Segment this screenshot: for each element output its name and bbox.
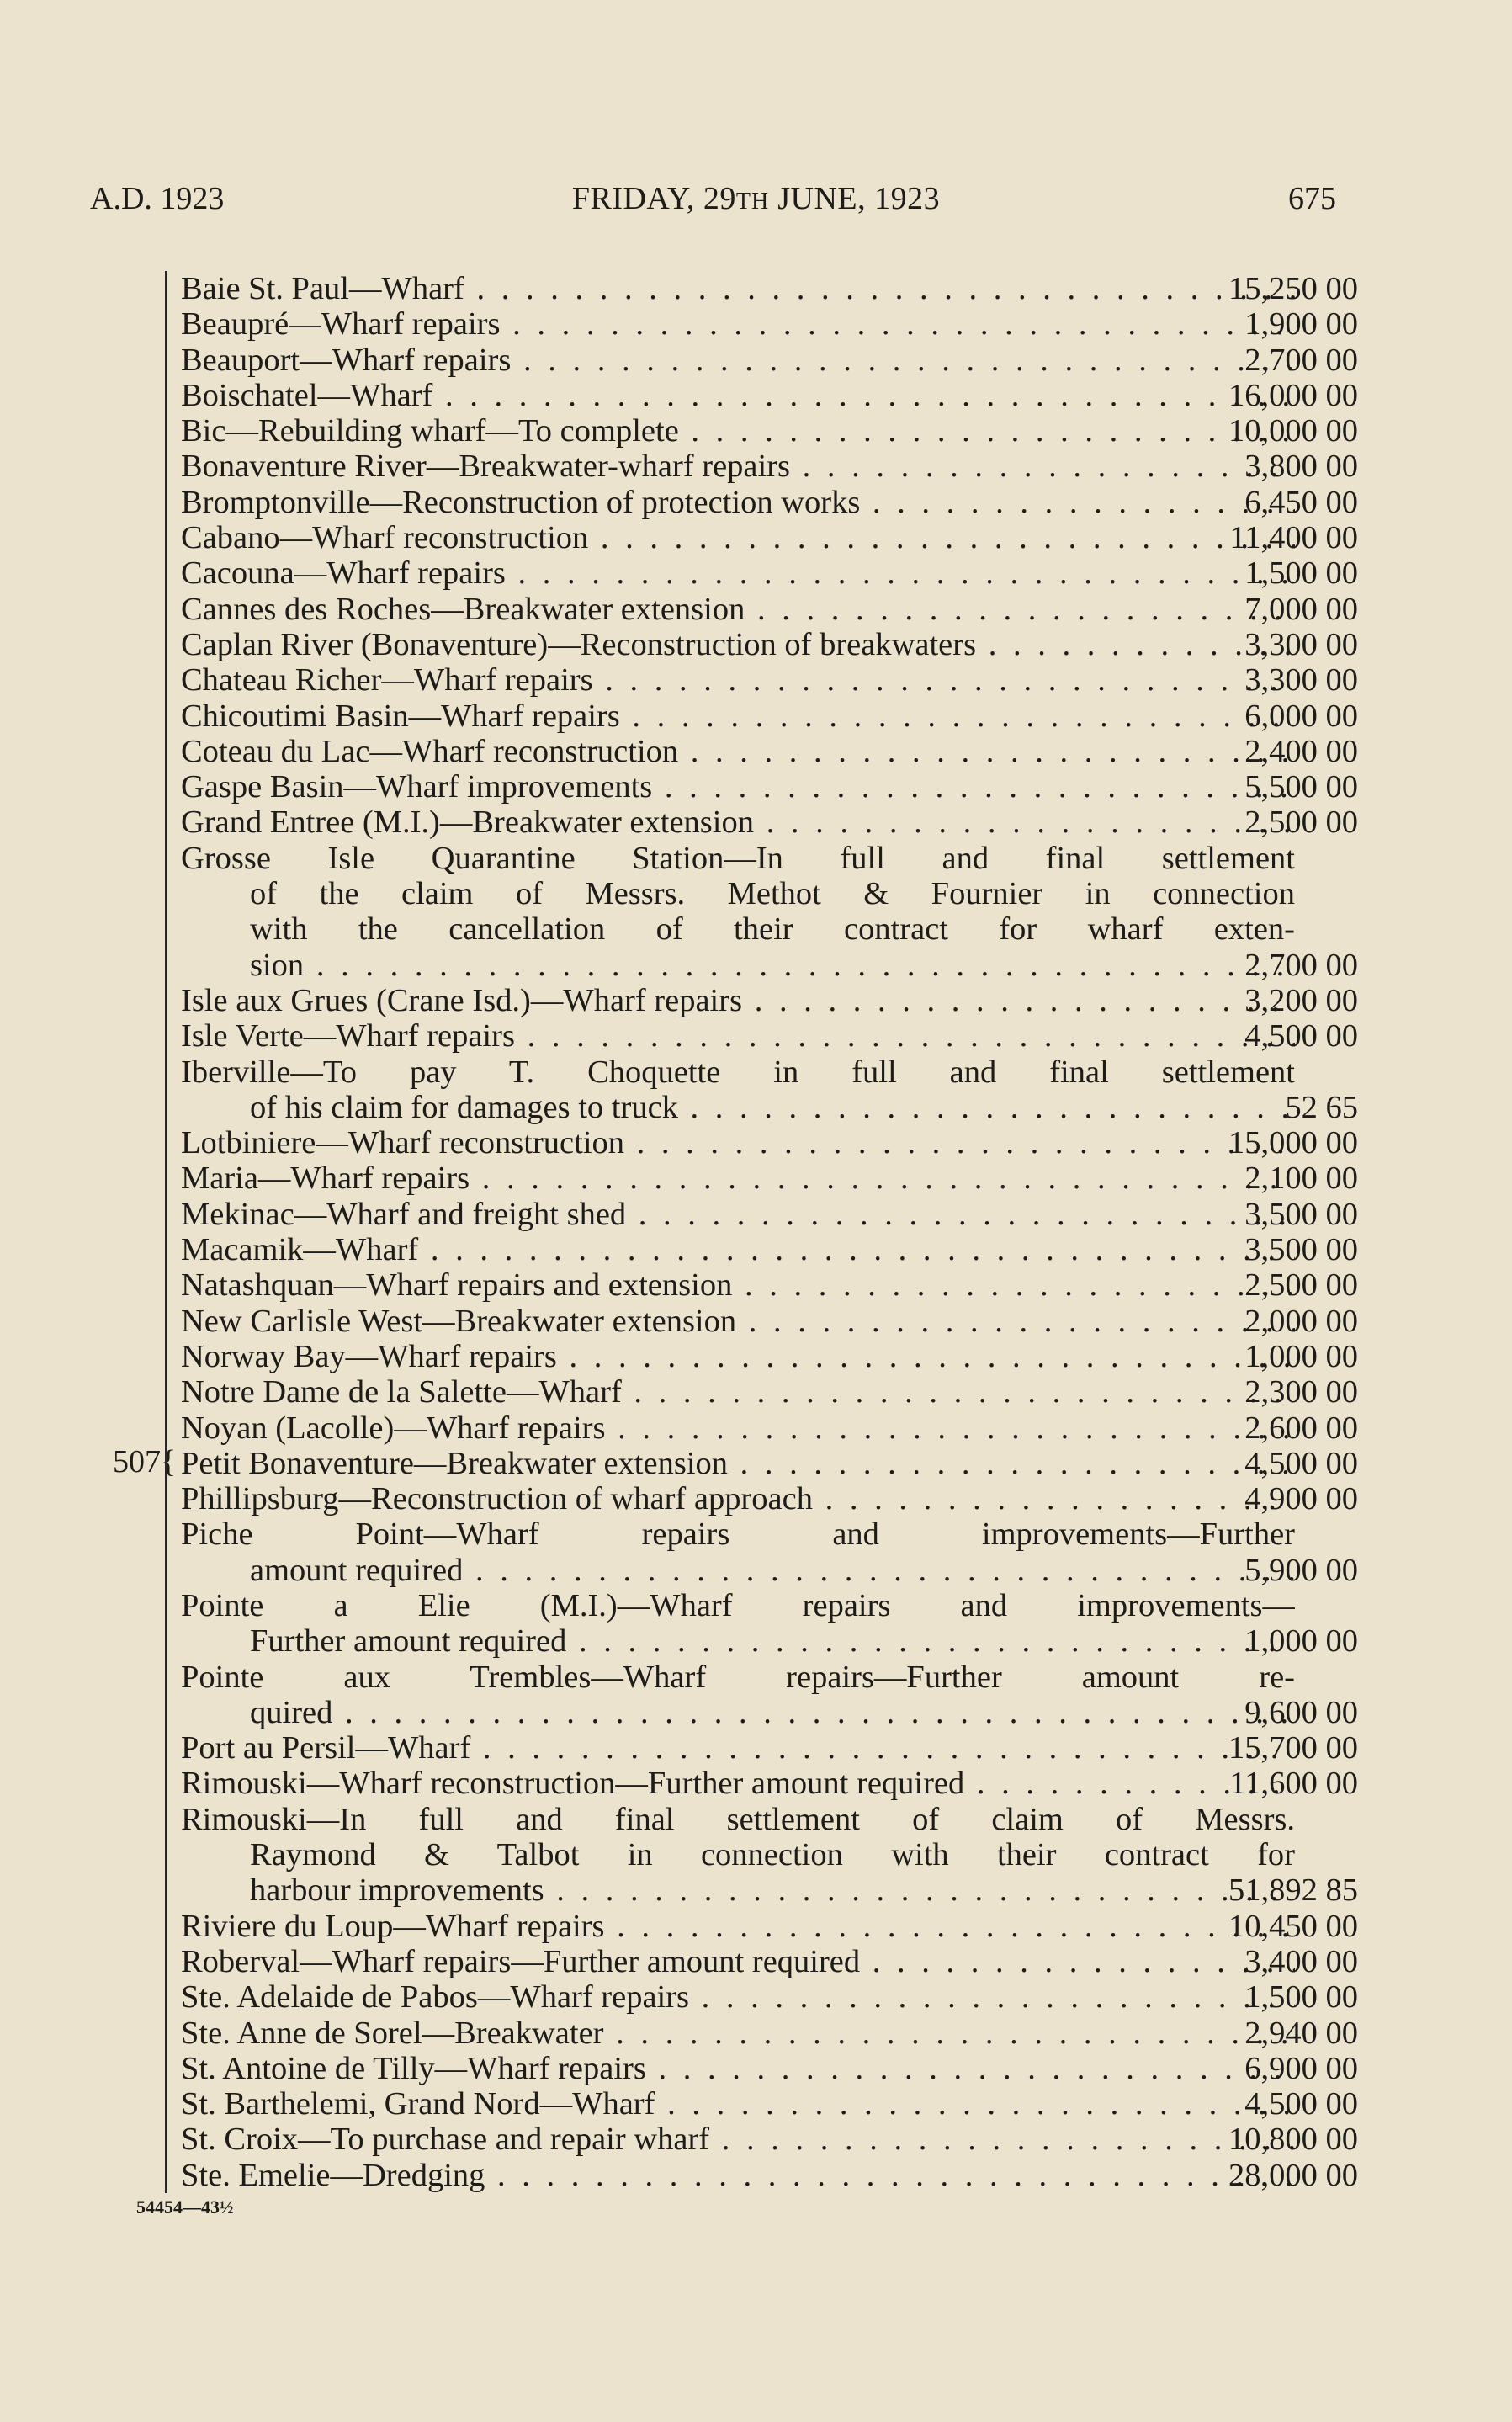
entry-text: New Carlisle West—Breakwater extension . . . xyxy=(181,1304,1295,1339)
entry-line xyxy=(167,378,1358,413)
entry-text: sion . . . xyxy=(250,948,1295,983)
entry-text: Chateau Richer—Wharf repairs . . . xyxy=(181,662,1295,698)
entry-line xyxy=(167,1730,1358,1766)
entry-text: Rimouski—Wharf reconstruction—Further amount required . . . xyxy=(181,1766,1295,1801)
entry-line xyxy=(167,2158,1358,2193)
entry-amount: 15,250 00 xyxy=(1228,271,1358,306)
entry-amount: 10,450 00 xyxy=(1228,1908,1358,1944)
entry-amount: 1,000 00 xyxy=(1244,1623,1358,1660)
entry-text: quired . . . xyxy=(250,1695,1295,1730)
entry-line xyxy=(167,2086,1358,2122)
entry-amount: 6,450 00 xyxy=(1244,484,1358,520)
entry-amount: 4,900 00 xyxy=(1244,1481,1358,1517)
entry-line xyxy=(167,1232,1358,1267)
entry-amount: 15,700 00 xyxy=(1228,1730,1358,1766)
entry-line xyxy=(167,805,1358,840)
page-number: 675 xyxy=(1288,181,1336,216)
entry-line xyxy=(167,2016,1358,2051)
entry-text: Natashquan—Wharf repairs and extension . . . xyxy=(181,1267,1295,1303)
entry-line xyxy=(167,841,1358,876)
entry-amount: 5,500 00 xyxy=(1244,769,1358,805)
entry-continuation-line xyxy=(167,1090,1358,1125)
entry-text: amount required . . . xyxy=(250,1553,1295,1588)
entry-amount: 4,500 00 xyxy=(1244,1018,1358,1054)
entry-text: with the cancellation of their contract for wharf exten- xyxy=(250,911,1295,948)
header-date-main: FRIDAY, 29 xyxy=(571,181,736,216)
entry-text: Macamik—Wharf . . . xyxy=(181,1232,1295,1267)
entry-line xyxy=(167,1481,1358,1516)
entry-text: Coteau du Lac—Wharf reconstruction . . . xyxy=(181,734,1295,769)
entry-amount: 2,500 00 xyxy=(1244,1267,1358,1304)
entry-continuation-line xyxy=(167,1623,1358,1659)
entry-amount: 2,700 00 xyxy=(1244,947,1358,983)
entry-amount: 2,940 00 xyxy=(1244,2015,1358,2051)
entry-continuation-line xyxy=(167,1872,1358,1908)
entry-line xyxy=(167,592,1358,627)
entry-text: Pointe aux Trembles—Wharf repairs—Further amount re- xyxy=(181,1659,1295,1695)
entry-amount: 9,600 00 xyxy=(1244,1694,1358,1730)
entry-continuation-line xyxy=(167,876,1358,911)
entry-text: Ste. Emelie—Dredging . . . xyxy=(181,2158,1295,2193)
entry-text: Further amount required . . . xyxy=(250,1623,1295,1659)
entry-amount: 6,000 00 xyxy=(1244,698,1358,734)
entry-line xyxy=(167,306,1358,342)
entry-line xyxy=(167,1304,1358,1339)
entry-line xyxy=(167,1660,1358,1695)
entry-text: Noyan (Lacolle)—Wharf repairs . . . xyxy=(181,1410,1295,1446)
entry-line xyxy=(167,1125,1358,1161)
entry-line xyxy=(167,1979,1358,2015)
entry-text: Notre Dame de la Salette—Wharf . . . xyxy=(181,1374,1295,1410)
entry-text: St. Antoine de Tilly—Wharf repairs . . . xyxy=(181,2051,1295,2086)
entry-line xyxy=(167,555,1358,591)
entry-text: Norway Bay—Wharf repairs . . . xyxy=(181,1339,1295,1374)
entry-text: Pointe a Elie (M.I.)—Wharf repairs and improvements— xyxy=(181,1587,1295,1623)
entry-amount: 11,600 00 xyxy=(1229,1766,1358,1802)
entry-amount: 2,500 00 xyxy=(1244,805,1358,841)
entry-amount: 3,200 00 xyxy=(1244,982,1358,1018)
entry-amount: 1,500 00 xyxy=(1244,555,1358,592)
entry-line xyxy=(167,2051,1358,2086)
entry-text: Beauport—Wharf repairs . . . xyxy=(181,343,1295,378)
entry-text: Phillipsburg—Reconstruction of wharf approach . . . xyxy=(181,1481,1295,1516)
entry-line xyxy=(167,485,1358,520)
entry-text: Gaspe Basin—Wharf improvements . . . xyxy=(181,769,1295,805)
entry-line xyxy=(167,271,1358,306)
entry-text: Rimouski—In full and final settlement of claim of Messrs. xyxy=(181,1801,1295,1837)
entry-text: Ste. Anne de Sorel—Breakwater . . . xyxy=(181,2016,1295,2051)
entry-text: Boischatel—Wharf . . . xyxy=(181,378,1295,413)
header-date xyxy=(0,178,1512,222)
entry-text: Isle aux Grues (Crane Isd.)—Wharf repairs . . . xyxy=(181,983,1295,1018)
entry-line xyxy=(167,1588,1358,1623)
header-year: A.D. 1923 xyxy=(90,181,225,216)
entry-amount: 10,800 00 xyxy=(1228,2122,1358,2158)
entry-line xyxy=(167,2122,1358,2157)
entry-amount: 28,000 00 xyxy=(1228,2157,1358,2193)
entry-text: Caplan River (Bonaventure)—Reconstruction of breakwaters . . . xyxy=(181,627,1295,662)
entry-amount: 2,400 00 xyxy=(1244,733,1358,769)
entry-text: Bonaventure River—Breakwater-wharf repairs . . . xyxy=(181,449,1295,484)
entry-line xyxy=(167,662,1358,698)
entry-text: St. Croix—To purchase and repair wharf . . . xyxy=(181,2122,1295,2157)
entry-text: of the claim of Messrs. Methot & Fournier in connection xyxy=(250,876,1295,912)
entry-amount: 7,000 00 xyxy=(1244,591,1358,627)
entry-line xyxy=(167,1197,1358,1232)
entry-text: of his claim for damages to truck . . . xyxy=(250,1090,1295,1125)
entry-continuation-line xyxy=(167,948,1358,983)
entry-line xyxy=(167,1766,1358,1801)
entry-line xyxy=(167,1410,1358,1446)
entry-amount: 4,500 00 xyxy=(1244,2086,1358,2122)
header-date-suffix: TH xyxy=(735,189,770,215)
entry-amount: 3,800 00 xyxy=(1244,449,1358,485)
entry-continuation-line xyxy=(167,1695,1358,1730)
entry-amount: 3,500 00 xyxy=(1244,1196,1358,1232)
entry-amount: 11,400 00 xyxy=(1229,520,1358,556)
entry-text: Petit Bonaventure—Breakwater extension . . . xyxy=(181,1446,1295,1481)
entry-line xyxy=(167,1516,1358,1552)
entry-line xyxy=(167,769,1358,805)
entry-continuation-line xyxy=(167,911,1358,947)
entry-line xyxy=(167,449,1358,484)
entry-text: Maria—Wharf repairs . . . xyxy=(181,1161,1295,1196)
entry-amount: 1,900 00 xyxy=(1244,306,1358,343)
entry-amount: 5,900 00 xyxy=(1244,1552,1358,1588)
entry-amount: 3,500 00 xyxy=(1244,1232,1358,1268)
expenditure-list xyxy=(165,271,1358,2193)
entry-text: Piche Point—Wharf repairs and improvements—Further xyxy=(181,1516,1295,1553)
entry-amount: 2,000 00 xyxy=(1244,1303,1358,1339)
entry-amount: 2,600 00 xyxy=(1244,1410,1358,1446)
entry-amount: 52 65 xyxy=(1285,1089,1358,1125)
entry-amount: 1,000 00 xyxy=(1244,1338,1358,1374)
entry-amount: 2,300 00 xyxy=(1244,1374,1358,1410)
entry-amount: 4,500 00 xyxy=(1244,1445,1358,1481)
entry-line xyxy=(167,1802,1358,1837)
entry-amount: 10,000 00 xyxy=(1228,413,1358,449)
entry-line xyxy=(167,1909,1358,1944)
entry-text: Port au Persil—Wharf . . . xyxy=(181,1730,1295,1766)
entry-line xyxy=(167,1018,1358,1054)
entry-text: Cacouna—Wharf repairs . . . xyxy=(181,555,1295,591)
entry-text: St. Barthelemi, Grand Nord—Wharf . . . xyxy=(181,2086,1295,2122)
entry-amount: 6,900 00 xyxy=(1244,2050,1358,2086)
entry-line xyxy=(167,983,1358,1018)
entry-line xyxy=(167,413,1358,449)
entry-amount: 1,500 00 xyxy=(1244,1979,1358,2016)
entry-text: Grosse Isle Quarantine Station—In full and final settlement xyxy=(181,840,1295,876)
entry-text: Bromptonville—Reconstruction of protection works . . . xyxy=(181,485,1295,520)
entry-text: Iberville—To pay T. Choquette in full and final settlement xyxy=(181,1054,1295,1090)
entry-text: Cabano—Wharf reconstruction . . . xyxy=(181,520,1295,555)
margin-marker: 507{ xyxy=(113,1444,177,1479)
entry-text: Bic—Rebuilding wharf—To complete . . . xyxy=(181,413,1295,449)
entry-line xyxy=(167,520,1358,555)
entry-text: Lotbiniere—Wharf reconstruction . . . xyxy=(181,1125,1295,1161)
entry-line xyxy=(167,734,1358,769)
entry-line xyxy=(167,1161,1358,1196)
entry-amount: 16,000 00 xyxy=(1228,377,1358,413)
entry-continuation-line xyxy=(167,1553,1358,1588)
entry-text: Baie St. Paul—Wharf . . . xyxy=(181,271,1295,306)
entry-text: Cannes des Roches—Breakwater extension . . . xyxy=(181,592,1295,627)
entry-amount: 3,400 00 xyxy=(1244,1943,1358,1979)
entry-text: Chicoutimi Basin—Wharf repairs . . . xyxy=(181,698,1295,734)
entry-text: Beaupré—Wharf repairs . . . xyxy=(181,306,1295,342)
entry-text: Ste. Adelaide de Pabos—Wharf repairs . . . xyxy=(181,1979,1295,2015)
entry-line xyxy=(167,1944,1358,1979)
entry-text: Grand Entree (M.I.)—Breakwater extension . . . xyxy=(181,805,1295,840)
entry-line xyxy=(167,1267,1358,1303)
entry-text: Isle Verte—Wharf repairs . . . xyxy=(181,1018,1295,1054)
entry-line xyxy=(167,1339,1358,1374)
entry-amount: 51,892 85 xyxy=(1228,1872,1358,1909)
header-date-rest: JUNE, 1923 xyxy=(769,181,941,216)
entry-line xyxy=(167,343,1358,378)
entry-text: harbour improvements . . . xyxy=(250,1872,1295,1908)
entry-line xyxy=(167,1446,1358,1481)
entry-line xyxy=(167,698,1358,734)
entry-amount: 2,100 00 xyxy=(1244,1161,1358,1197)
entry-line xyxy=(167,1054,1358,1090)
entry-line xyxy=(167,1374,1358,1410)
entry-line xyxy=(167,627,1358,662)
footer-print-code: 54454—43½ xyxy=(136,2196,234,2218)
entry-text: Raymond & Talbot in connection with their contract for xyxy=(250,1837,1295,1873)
entry-text: Riviere du Loup—Wharf repairs . . . xyxy=(181,1909,1295,1944)
entry-amount: 3,300 00 xyxy=(1244,662,1358,698)
entry-text: Mekinac—Wharf and freight shed . . . xyxy=(181,1197,1295,1232)
entry-amount: 15,000 00 xyxy=(1228,1125,1358,1161)
entry-text: Roberval—Wharf repairs—Further amount required . . . xyxy=(181,1944,1295,1979)
entry-continuation-line xyxy=(167,1837,1358,1872)
entry-amount: 2,700 00 xyxy=(1244,342,1358,378)
entry-amount: 3,300 00 xyxy=(1244,626,1358,662)
